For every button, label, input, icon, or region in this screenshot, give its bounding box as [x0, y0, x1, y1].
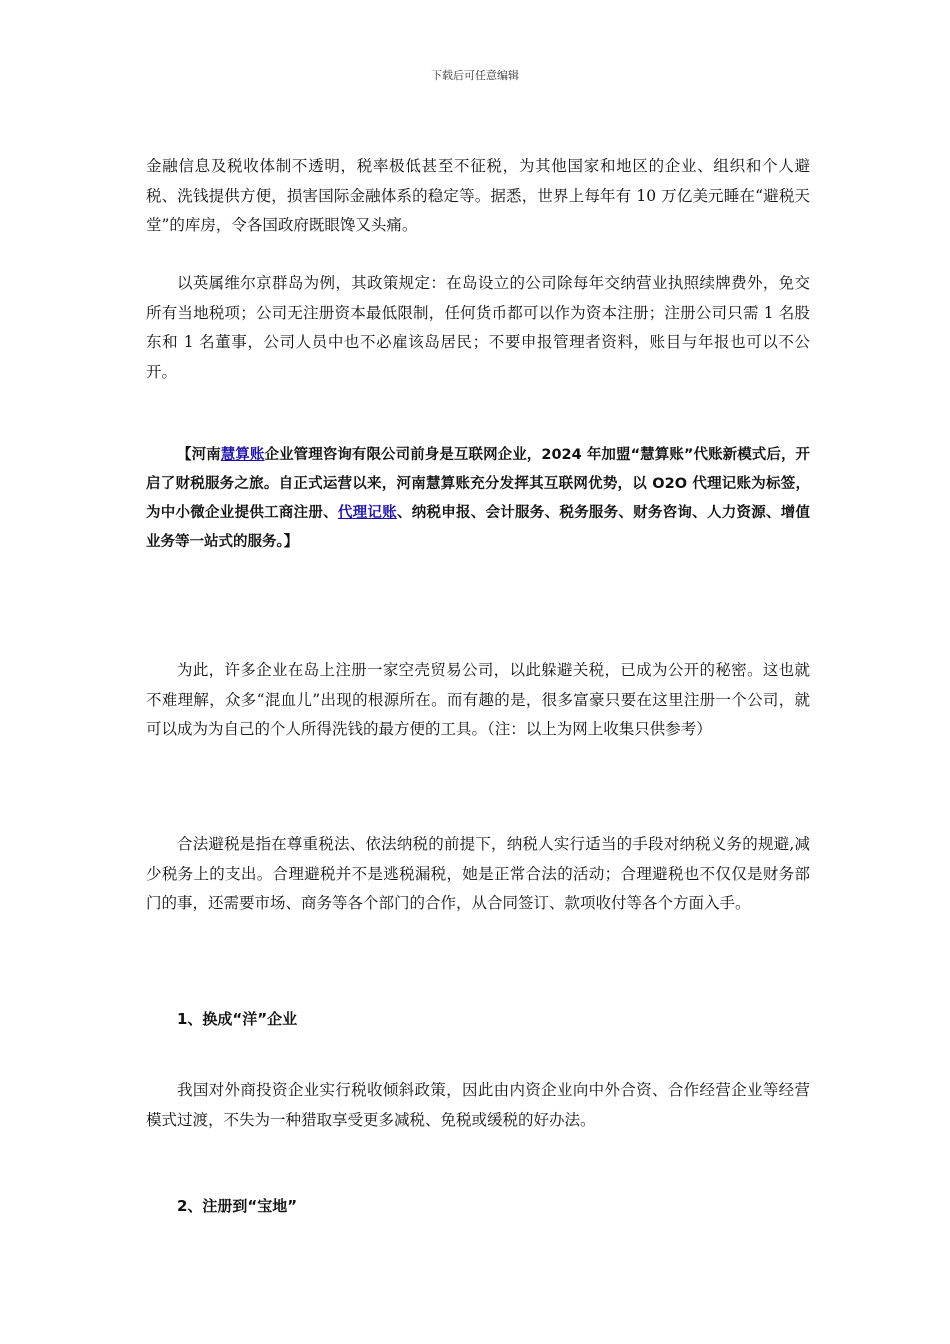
ad-text-part3: 、纳税申报、会计服务、税务服务、财务咨询、人力资源、增值业务等一站式的服务。】: [146, 505, 811, 550]
ad-text-part1: 【河南: [177, 447, 221, 463]
heading-register-location: 2、注册到“宝地”: [177, 1197, 298, 1215]
link-daili-jizhang[interactable]: 代理记账: [337, 505, 397, 521]
paragraph-company-ad: [146, 441, 810, 557]
paragraph-tax-haven-intro: 金融信息及税收体制不透明，税率极低甚至不征税，为其他国家和地区的企业、组织和个人避税、洗钱提供方便，损害国际金融体系的稳定等。据悉，世界上每年有 10 万亿美元睡在“避税天堂”的库房，令各国政府既眼馋又头痛。: [146, 157, 810, 234]
heading-foreign-enterprise: 1、换成“洋”企业: [177, 1010, 298, 1028]
paragraph-bvi-example: 以英属维尔京群岛为例，其政策规定：在岛设立的公司除每年交纳营业执照续牌费外，免交所有当地税项；公司无注册资本最低限制，任何货币都可以作为资本注册；注册公司只需 1 名股东和 1 名董事，公司人员中也不必雇该岛居民；不要申报管理者资料，账目与年报也可以不公开。: [146, 274, 810, 381]
page-header: 下载后可任意编辑: [431, 69, 519, 82]
paragraph-shell-companies: 为此，许多企业在岛上注册一家空壳贸易公司，以此躲避关税，已成为公开的秘密。这也就不难理解，众多“混血儿”出现的根源所在。而有趣的是，很多富豪只要在这里注册一个公司，就可以成为为自己的个人所得洗钱的最方便的工具。（注：以上为网上收集只供参考）: [146, 661, 810, 738]
paragraph-legal-tax-avoidance: 合法避税是指在尊重税法、依法纳税的前提下，纳税人实行适当的手段对纳税义务的规避,减少税务上的支出。合理避税并不是逃税漏税，她是正常合法的活动；合理避税也不仅仅是财务部门的事，还需要市场、商务等各个部门的合作，从合同签订、款项收付等各个方面入手。: [146, 835, 810, 912]
link-huisuanzhang[interactable]: 慧算账: [220, 447, 265, 463]
ad-text-part2: 企业管理咨询有限公司前身是互联网企业，2024 年加盟“慧算账”代账新模式后，开启了财税服务之旅。自正式运营以来，河南慧算账充分发挥其互联网优势，以 O2O 代理记账为标签，为中小微企业提供工商注册、: [146, 447, 811, 521]
paragraph-foreign-investment-policy: 我国对外商投资企业实行税收倾斜政策，因此由内资企业向中外合资、合作经营企业等经营模式过渡，不失为一种猎取享受更多减税、免税或缓税的好办法。: [146, 1081, 810, 1129]
